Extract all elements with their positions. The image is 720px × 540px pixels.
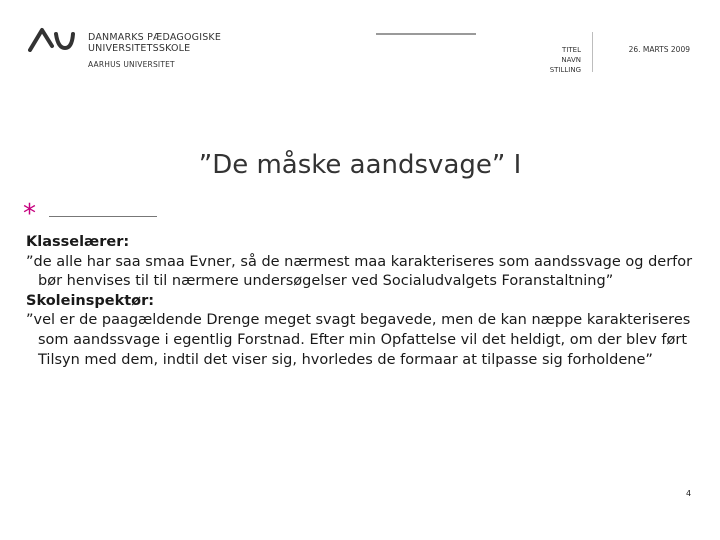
institution-line-2: UNIVERSITETSSKOLE [88, 43, 191, 54]
speaker-quote: ”de alle har saa smaa Evner, så de nærmest maa karakteriseres som aandssvage og derfor bør henvises til til nærmere undersøgelser ved Socialudvalgets Foranstaltning” [26, 253, 693, 290]
university-name: AARHUS UNIVERSITET [88, 60, 175, 69]
asterisk-icon: * [23, 199, 36, 229]
au-logo-icon [28, 26, 76, 52]
title-underline [49, 216, 157, 217]
meta-title: TITEL [562, 46, 581, 54]
slide-title: ”De måske aandsvage” I [198, 150, 522, 180]
institution-name [88, 32, 221, 70]
header-bar [376, 33, 476, 35]
meta-name: NAVN [561, 56, 581, 64]
slide-body [26, 233, 696, 370]
speaker-quote: ”vel er de paagældende Drenge meget svagt begavede, men de kan næppe karakteriseres som aandssvage i egentlig Forstnad. Efter min Opfattelse vil det heldigt, om der blev ført Tilsyn med dem, indtil det viser sig, hvorledes de formaar at tilpasse sig forholdene” [26, 312, 691, 368]
slide-date: 26. MARTS 2009 [628, 45, 690, 54]
speaker-label: Klasselærer: [26, 234, 130, 250]
page-number: 4 [686, 489, 692, 498]
header-divider [592, 32, 593, 72]
institution-line-1: DANMARKS PÆDAGOGISKE [88, 32, 222, 43]
speaker-label: Skoleinspektør: [26, 292, 155, 309]
meta-position: STILLING [549, 66, 581, 74]
meta-block [520, 45, 581, 75]
